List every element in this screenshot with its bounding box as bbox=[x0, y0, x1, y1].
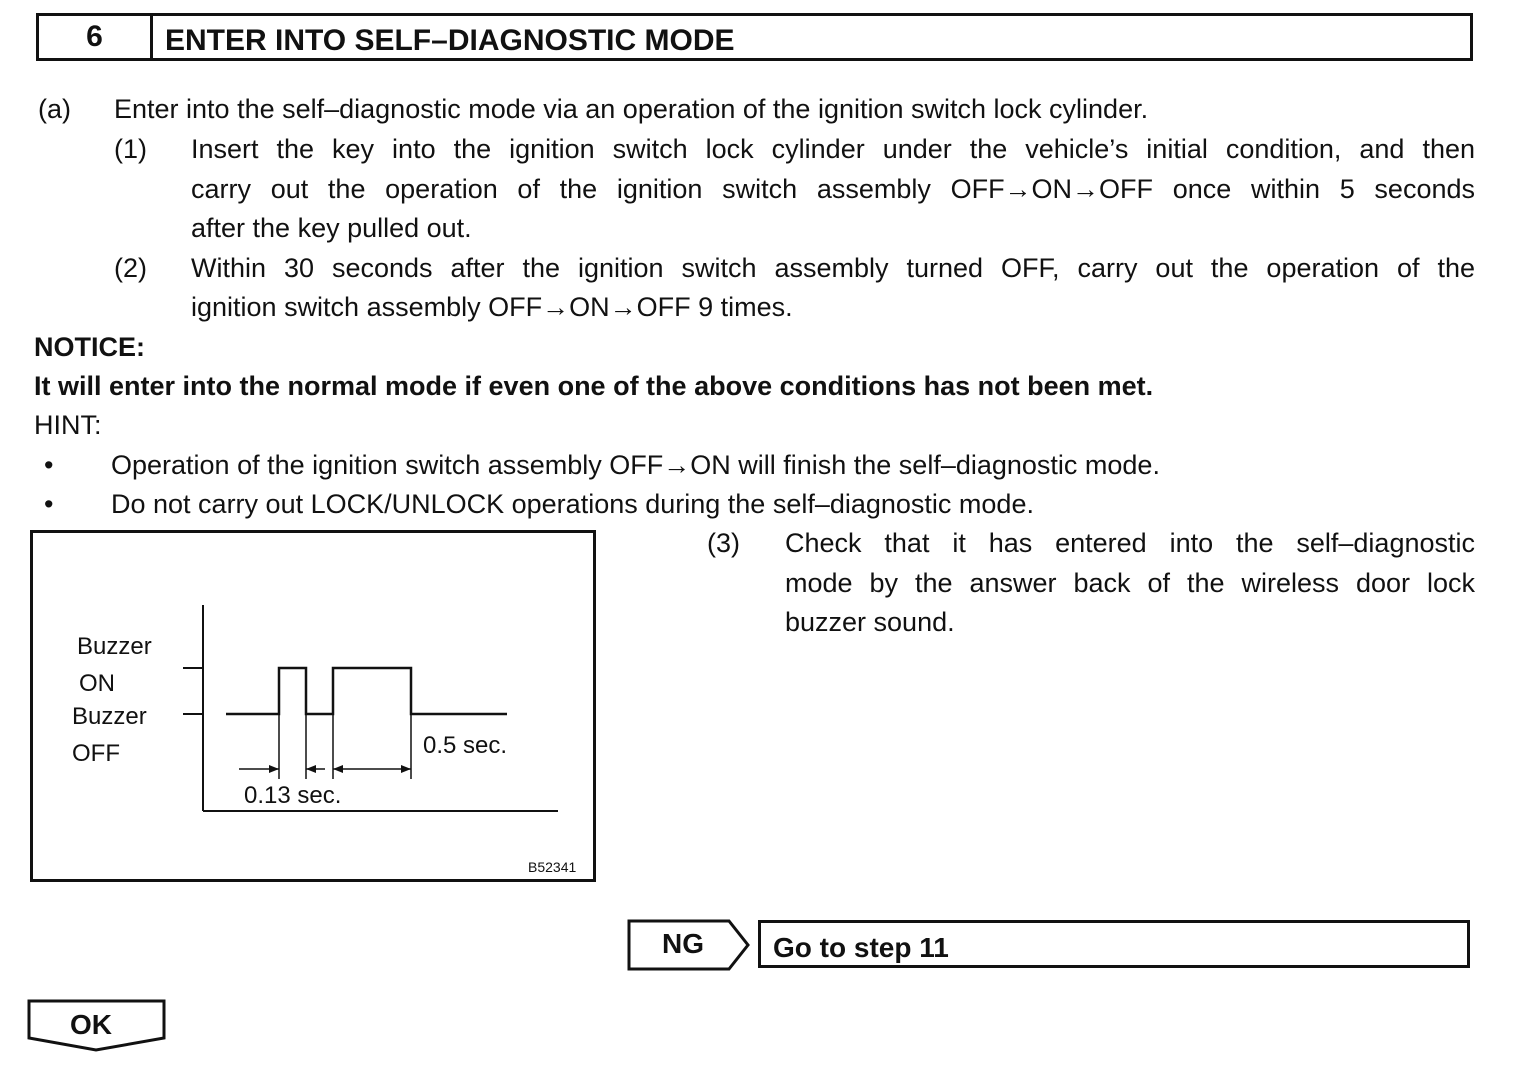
notice-text: It will enter into the normal mode if even one of the above conditions has not been met. bbox=[34, 371, 1154, 401]
substep-2-line: Within 30 seconds after the ignition switch assembly turned OFF, carry out the operation of the bbox=[191, 253, 1475, 283]
substep-1-line: after the key pulled out. bbox=[191, 213, 472, 243]
substep-3-marker: (3) bbox=[707, 528, 740, 558]
ng-action-text: Go to step 11 bbox=[773, 932, 949, 963]
buzzer-timing-diagram bbox=[30, 530, 596, 882]
substep-3-line: mode by the answer back of the wireless door lock bbox=[785, 568, 1475, 598]
step-number: 6 bbox=[39, 16, 153, 58]
notice-label: NOTICE: bbox=[34, 332, 145, 362]
buzzer-on-label-line1: Buzzer bbox=[77, 633, 152, 660]
figure-id: B52341 bbox=[528, 859, 577, 875]
arrow-left-icon bbox=[306, 765, 316, 773]
buzzer-on-label-line2: ON bbox=[79, 670, 115, 697]
short-interval-label: 0.13 sec. bbox=[244, 782, 342, 809]
substep-1-marker: (1) bbox=[114, 134, 147, 164]
buzzer-off-label-line1: Buzzer bbox=[72, 703, 147, 730]
ok-label: OK bbox=[70, 1009, 112, 1040]
step-header bbox=[36, 13, 1473, 61]
substep-1-line: Insert the key into the ignition switch lock cylinder under the vehicle’s initial condition, and then bbox=[191, 134, 1475, 164]
arrow-right-icon bbox=[401, 765, 411, 773]
hint-item: Do not carry out LOCK/UNLOCK operations during the self–diagnostic mode. bbox=[111, 489, 1034, 519]
bullet-icon: • bbox=[44, 450, 54, 480]
substep-2-line: ignition switch assembly OFF→ON→OFF 9 times. bbox=[191, 292, 793, 322]
step-title: ENTER INTO SELF–DIAGNOSTIC MODE bbox=[165, 24, 735, 57]
hint-label: HINT: bbox=[34, 410, 102, 440]
arrow-left-icon bbox=[333, 765, 343, 773]
buzzer-off-label-line2: OFF bbox=[72, 740, 120, 767]
ng-result-box bbox=[758, 920, 1470, 968]
substep-1-line: carry out the operation of the ignition switch assembly OFF→ON→OFF once within 5 seconds bbox=[191, 174, 1475, 204]
instruction-a-text: Enter into the self–diagnostic mode via an operation of the ignition switch lock cylinder. bbox=[114, 94, 1149, 124]
substep-3-line: buzzer sound. bbox=[785, 607, 955, 637]
ng-label: NG bbox=[662, 928, 704, 959]
long-interval-label: 0.5 sec. bbox=[423, 732, 508, 759]
hint-item: Operation of the ignition switch assembly OFF→ON will finish the self–diagnostic mode. bbox=[111, 450, 1160, 480]
substep-2-marker: (2) bbox=[114, 253, 147, 283]
buzzer-waveform bbox=[226, 668, 507, 714]
bullet-icon: • bbox=[44, 489, 54, 519]
arrow-right-icon bbox=[269, 765, 279, 773]
substep-3-line: Check that it has entered into the self–diagnostic bbox=[785, 528, 1475, 558]
instruction-a-marker: (a) bbox=[38, 94, 71, 124]
